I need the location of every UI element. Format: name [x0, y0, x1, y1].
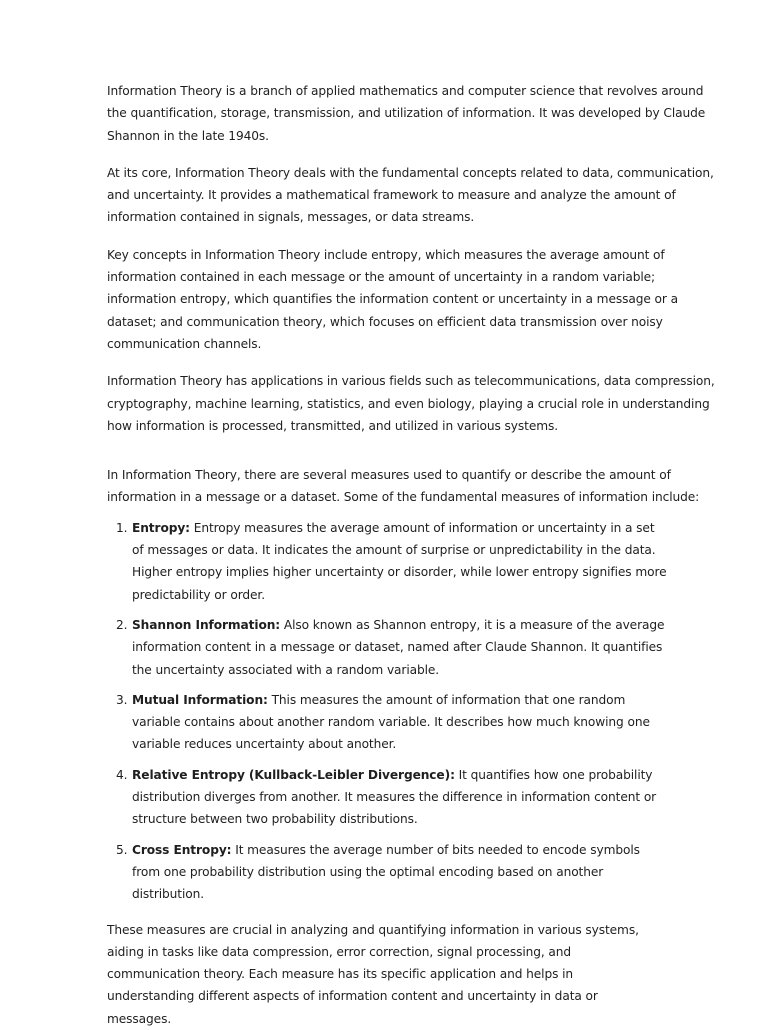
measures-intro: In Information Theory, there are several measures used to quantify or describe the amount of information in a message or a dataset. Some of the fundamental measures of information include:: [107, 468, 700, 505]
measure-term: Shannon Information:: [132, 617, 281, 632]
measure-term: Cross Entropy:: [132, 842, 232, 857]
list-number: 2.: [116, 617, 128, 632]
list-number: 5.: [116, 842, 128, 857]
list-number: 4.: [116, 767, 128, 782]
document-body: [107, 80, 719, 1030]
paragraph-key-concepts: Key concepts in Information Theory include entropy, which measures the average amount of information contained in each message or the amount of uncertainty in a random variable; information entropy, which quantifies the information content or uncertainty in a message or a dataset; and communication theory, which focuses on efficient data transmission over noisy communication channels.: [107, 247, 678, 351]
paragraph-definition: Information Theory is a branch of applied mathematics and computer science that revolves around the quantification, storage, transmission, and utilization of information. It was developed by Claude Shannon in the late 1940s.: [107, 84, 706, 143]
measure-term: Entropy:: [132, 520, 190, 535]
measure-description: This measures the amount of information that one random variable contains about another random variable. It describes how much knowing one variable reduces uncertainty about another.: [132, 692, 650, 752]
measure-description: Entropy measures the average amount of information or uncertainty in a set of messages or data. It indicates the amount of surprise or unpredictability in the data. Higher entropy implies higher uncertainty or disorder, while lower entropy signifies more predictability or order.: [132, 520, 667, 602]
list-item: [116, 839, 669, 906]
measure-description: It measures the average number of bits needed to encode symbols from one probability distribution using the optimal encoding based on another distribution.: [132, 842, 640, 902]
paragraph-core-concepts: At its core, Information Theory deals with the fundamental concepts related to data, communication, and uncertainty. It provides a mathematical framework to measure and analyze the amount of information contained in signals, messages, or data streams.: [107, 165, 714, 225]
list-number: 3.: [116, 692, 128, 707]
measure-description: It quantifies how one probability distribution diverges from another. It measures the difference in information content or structure between two probability distributions.: [132, 767, 657, 827]
measure-term: Mutual Information:: [132, 692, 268, 707]
list-item: [116, 764, 669, 831]
paragraph-closing: These measures are crucial in analyzing and quantifying information in various systems, aiding in tasks like data compression, error correction, signal processing, and communication theory. Each measure has its specific application and helps in understanding different aspects of information content and uncertainty in data or messages.: [107, 922, 639, 1026]
measures-list: [107, 517, 719, 906]
measure-term: Relative Entropy (Kullback-Leibler Divergence):: [132, 767, 455, 782]
list-number: 1.: [116, 520, 128, 535]
list-item: [116, 614, 669, 681]
list-item: [116, 689, 669, 756]
list-item: [116, 517, 669, 606]
paragraph-applications: Information Theory has applications in various fields such as telecommunications, data compression, cryptography, machine learning, statistics, and even biology, playing a crucial role in understanding how information is processed, transmitted, and utilized in various systems.: [107, 374, 715, 433]
measure-description: Also known as Shannon entropy, it is a measure of the average information content in a message or dataset, named after Claude Shannon. It quantifies the uncertainty associated with a random variable.: [132, 617, 665, 677]
